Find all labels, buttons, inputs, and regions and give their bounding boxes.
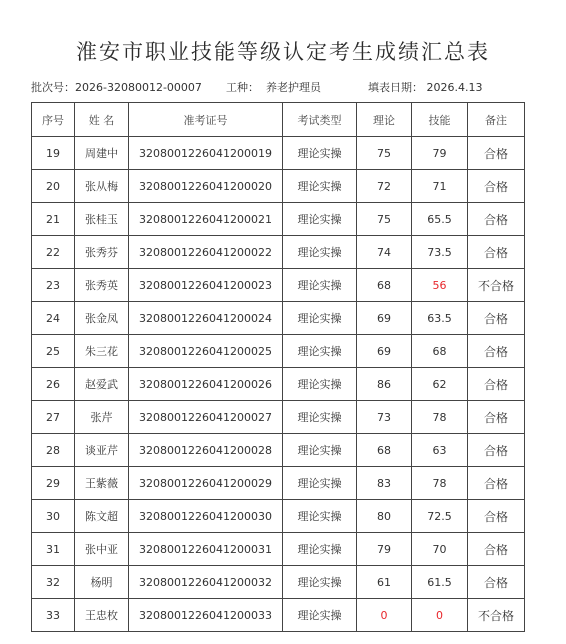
table-row [32,170,525,203]
header-name: 姓 名 [75,103,129,137]
cell-name: 王紫薇 [75,467,129,500]
cell-exam-type: 理论实操 [283,434,357,467]
page-title: 淮安市职业技能等级认定考生成绩汇总表 [76,40,490,64]
cell-name: 张秀英 [75,269,129,302]
cell-name: 张芹 [75,401,129,434]
table-row [32,335,525,368]
table-row [32,137,525,170]
cell-name: 张金凤 [75,302,129,335]
fill-date [368,79,482,95]
cell-exam-type: 理论实操 [283,500,357,533]
table-row [32,467,525,500]
trade [226,79,321,95]
cell-exam-id: 3208001226041200024 [129,302,283,335]
cell-theory: 68 [357,269,412,302]
cell-skill: 71 [412,170,468,203]
cell-skill: 78 [412,467,468,500]
table-row [32,401,525,434]
table-row [32,368,525,401]
cell-skill: 68 [412,335,468,368]
table-row [32,599,525,632]
cell-exam-type: 理论实操 [283,269,357,302]
table-row [32,236,525,269]
cell-name: 赵爱武 [75,368,129,401]
cell-no: 21 [32,203,75,236]
cell-no: 30 [32,500,75,533]
cell-name: 朱三花 [75,335,129,368]
header-skill: 技能 [412,103,468,137]
cell-exam-id: 3208001226041200022 [129,236,283,269]
cell-skill: 70 [412,533,468,566]
cell-skill: 62 [412,368,468,401]
cell-theory: 86 [357,368,412,401]
cell-exam-type: 理论实操 [283,335,357,368]
cell-exam-id: 3208001226041200019 [129,137,283,170]
cell-exam-id: 3208001226041200029 [129,467,283,500]
batch-value: 2026-32080012-00007 [75,81,202,94]
cell-exam-id: 3208001226041200021 [129,203,283,236]
cell-theory: 68 [357,434,412,467]
cell-exam-id: 3208001226041200020 [129,170,283,203]
cell-remark: 合格 [468,236,525,269]
table-row [32,566,525,599]
table-row [32,434,525,467]
cell-exam-type: 理论实操 [283,533,357,566]
cell-no: 27 [32,401,75,434]
cell-exam-id: 3208001226041200028 [129,434,283,467]
cell-remark: 不合格 [468,269,525,302]
cell-theory: 72 [357,170,412,203]
batch-number [31,79,202,95]
table-row [32,302,525,335]
header-exam-id: 准考证号 [129,103,283,137]
cell-remark: 合格 [468,434,525,467]
cell-exam-type: 理论实操 [283,401,357,434]
cell-exam-id: 3208001226041200032 [129,566,283,599]
cell-name: 王忠枚 [75,599,129,632]
cell-remark: 合格 [468,401,525,434]
cell-name: 张秀芬 [75,236,129,269]
cell-no: 24 [32,302,75,335]
table-header-row [32,103,525,137]
cell-exam-id: 3208001226041200033 [129,599,283,632]
cell-skill: 78 [412,401,468,434]
cell-no: 25 [32,335,75,368]
cell-exam-type: 理论实操 [283,368,357,401]
cell-exam-type: 理论实操 [283,170,357,203]
cell-skill: 61.5 [412,566,468,599]
cell-no: 26 [32,368,75,401]
cell-theory: 61 [357,566,412,599]
cell-no: 33 [32,599,75,632]
cell-exam-type: 理论实操 [283,467,357,500]
cell-theory: 74 [357,236,412,269]
cell-remark: 合格 [468,170,525,203]
cell-exam-type: 理论实操 [283,566,357,599]
cell-name: 张从梅 [75,170,129,203]
cell-remark: 合格 [468,467,525,500]
cell-theory: 73 [357,401,412,434]
cell-no: 32 [32,566,75,599]
cell-remark: 合格 [468,335,525,368]
cell-exam-id: 3208001226041200025 [129,335,283,368]
table-row [32,500,525,533]
cell-exam-id: 3208001226041200030 [129,500,283,533]
cell-name: 张桂玉 [75,203,129,236]
cell-no: 31 [32,533,75,566]
cell-no: 22 [32,236,75,269]
cell-skill: 73.5 [412,236,468,269]
cell-theory: 69 [357,335,412,368]
cell-remark: 合格 [468,368,525,401]
header-exam-type: 考试类型 [283,103,357,137]
cell-name: 张中亚 [75,533,129,566]
cell-name: 杨明 [75,566,129,599]
cell-remark: 合格 [468,137,525,170]
cell-skill: 79 [412,137,468,170]
header-remark: 备注 [468,103,525,137]
cell-exam-type: 理论实操 [283,137,357,170]
cell-exam-id: 3208001226041200027 [129,401,283,434]
cell-no: 23 [32,269,75,302]
cell-name: 周建中 [75,137,129,170]
cell-theory: 69 [357,302,412,335]
cell-theory: 80 [357,500,412,533]
cell-theory: 75 [357,203,412,236]
header-no: 序号 [32,103,75,137]
cell-remark: 合格 [468,500,525,533]
cell-skill: 63 [412,434,468,467]
date-label: 填表日期： [368,81,423,94]
trade-value: 养老护理员 [266,81,321,94]
cell-exam-id: 3208001226041200026 [129,368,283,401]
cell-exam-type: 理论实操 [283,599,357,632]
cell-no: 28 [32,434,75,467]
cell-exam-type: 理论实操 [283,302,357,335]
cell-theory: 79 [357,533,412,566]
table-row [32,533,525,566]
cell-skill: 63.5 [412,302,468,335]
cell-name: 陈文超 [75,500,129,533]
cell-remark: 合格 [468,203,525,236]
table-row [32,269,525,302]
cell-remark: 合格 [468,302,525,335]
cell-theory: 75 [357,137,412,170]
cell-skill: 72.5 [412,500,468,533]
cell-no: 29 [32,467,75,500]
cell-exam-type: 理论实操 [283,236,357,269]
cell-theory: 0 [357,599,412,632]
date-value: 2026.4.13 [426,81,483,94]
cell-skill: 0 [412,599,468,632]
cell-theory: 83 [357,467,412,500]
cell-no: 20 [32,170,75,203]
cell-remark: 合格 [468,533,525,566]
header-theory: 理论 [357,103,412,137]
cell-remark: 不合格 [468,599,525,632]
cell-exam-id: 3208001226041200023 [129,269,283,302]
trade-label: 工种： [226,81,259,94]
cell-name: 谈亚芹 [75,434,129,467]
cell-exam-type: 理论实操 [283,203,357,236]
batch-label: 批次号： [31,81,75,94]
cell-exam-id: 3208001226041200031 [129,533,283,566]
score-table [31,102,525,632]
table-row [32,203,525,236]
cell-no: 19 [32,137,75,170]
cell-skill: 56 [412,269,468,302]
cell-skill: 65.5 [412,203,468,236]
cell-remark: 合格 [468,566,525,599]
